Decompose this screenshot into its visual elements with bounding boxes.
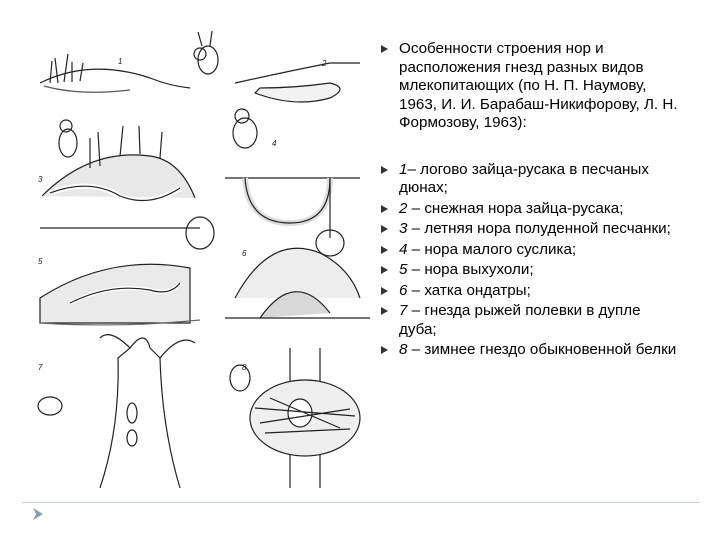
list-item	[381, 200, 681, 219]
panel-oak-hollow	[38, 335, 195, 488]
slide-nav-arrow-icon[interactable]	[30, 506, 46, 522]
figure-label-2: 2	[322, 59, 327, 68]
triangle-right-icon	[381, 287, 388, 295]
panel-muskrat-lodge	[225, 230, 370, 318]
item-number: 1	[399, 160, 408, 178]
triangle-right-icon	[381, 246, 388, 254]
figure-label-8: 8	[242, 363, 247, 372]
item-text: – гнезда рыжей полевки в дупле дуба;	[399, 302, 641, 338]
figure-label-5: 5	[38, 257, 43, 266]
list-item	[381, 302, 681, 339]
figure-label-7: 7	[38, 363, 43, 372]
triangle-right-icon	[381, 346, 388, 354]
item-text: – хатка ондатры;	[407, 281, 531, 299]
panel-desman-burrow	[40, 217, 214, 325]
heading-text: Особенности строения нор и расположения гнезд разных видов млекопитающих (по Н. П. Наумову, 1963, И. И. Барабаш-Никифорову, Л. Н. Формозову, 1963):	[399, 40, 678, 131]
item-number: 8	[399, 341, 408, 358]
figure-label-3: 3	[38, 175, 43, 184]
item-text: – логово зайца-русака в песчаных дюнах;	[399, 160, 649, 196]
list-item	[381, 161, 681, 198]
panel-souslik-burrow	[225, 109, 360, 238]
figure-label-6: 6	[242, 249, 247, 258]
item-text: – снежная нора зайца-русака;	[407, 199, 624, 217]
footer-divider	[22, 502, 700, 503]
item-number: 7	[399, 302, 408, 319]
item-number: 4	[399, 240, 408, 258]
figure-label-1: 1	[118, 57, 123, 66]
triangle-right-icon	[381, 166, 388, 174]
item-number: 6	[399, 281, 408, 299]
triangle-right-icon	[381, 266, 388, 274]
list-item	[381, 341, 681, 360]
figure-label-4: 4	[272, 139, 277, 148]
triangle-right-icon	[381, 45, 388, 53]
item-text: – летняя нора полуденной песчанки;	[407, 220, 671, 237]
heading-bullet	[381, 40, 681, 133]
triangle-right-icon	[381, 225, 388, 233]
description-list	[381, 40, 681, 362]
panel-hare-lair	[40, 31, 218, 92]
item-number: 3	[399, 220, 408, 237]
item-text: – нора малого суслика;	[407, 240, 577, 258]
panel-snow-burrow	[235, 63, 360, 102]
list-item	[381, 220, 681, 239]
triangle-right-icon	[381, 307, 388, 315]
list-item	[381, 282, 681, 301]
triangle-right-icon	[381, 205, 388, 213]
list-item	[381, 241, 681, 260]
item-text: – зимнее гнездо обыкновенной белки	[407, 341, 677, 358]
item-number: 5	[399, 261, 408, 278]
item-number: 2	[399, 199, 408, 217]
burrows-illustration	[30, 28, 370, 490]
panel-gerbil-burrow	[40, 120, 200, 228]
panel-squirrel-nest	[230, 348, 360, 488]
item-text: – нора выхухоли;	[407, 261, 534, 278]
list-item	[381, 261, 681, 280]
